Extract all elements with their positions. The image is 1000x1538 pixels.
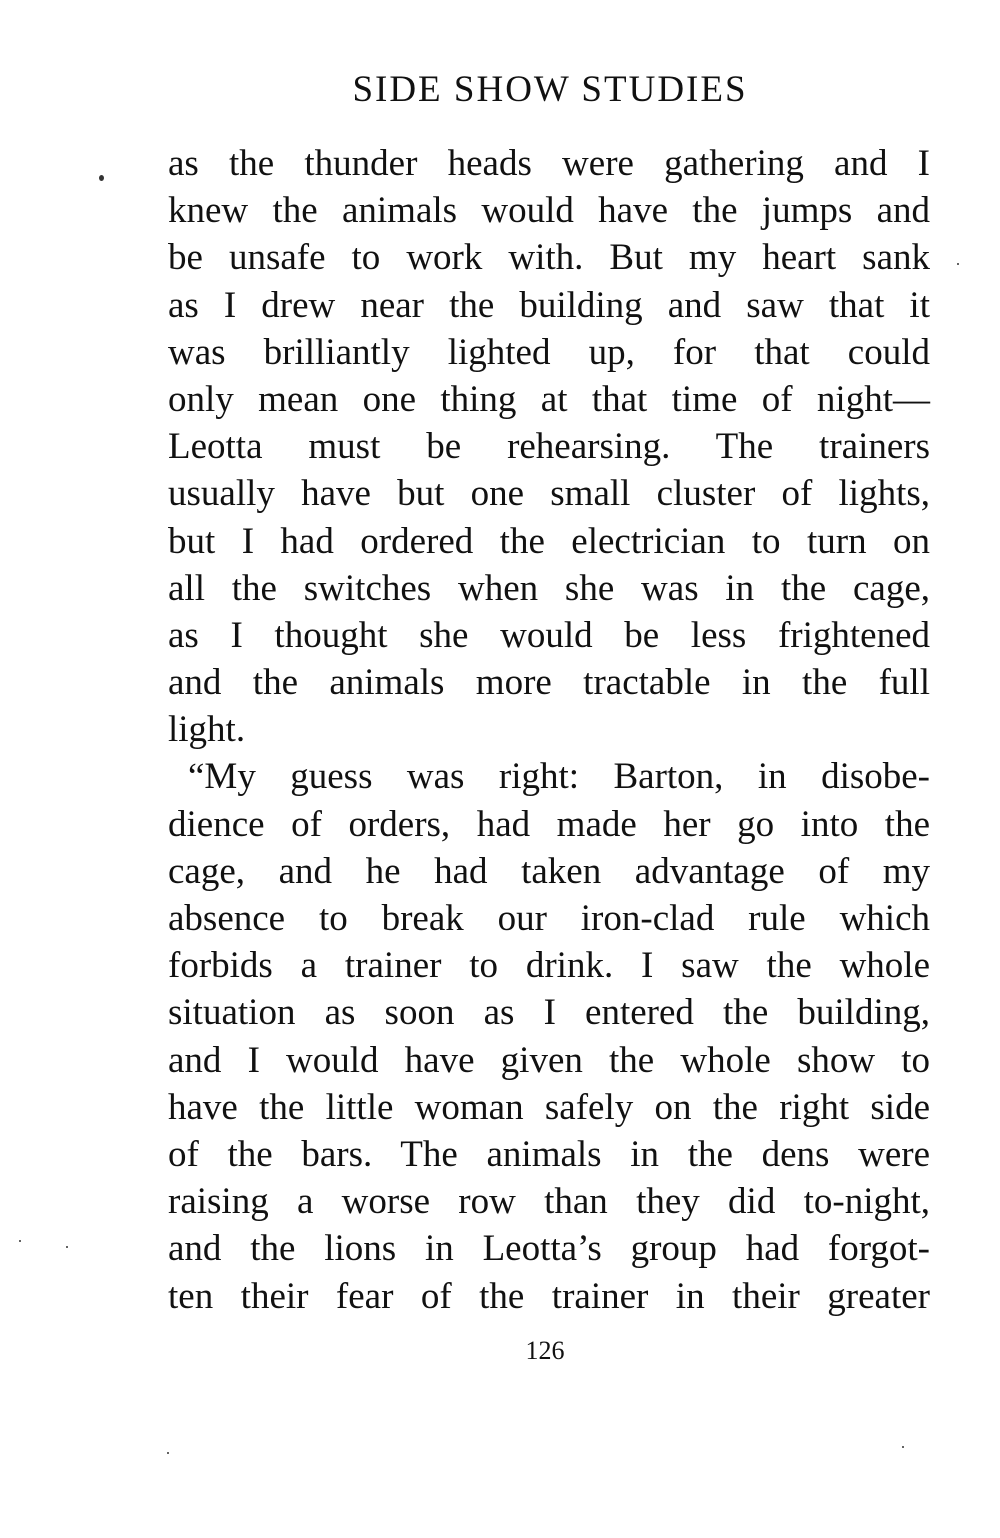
text-line: usually have but one small cluster of lights, [168,473,930,515]
running-title: SIDE SHOW STUDIES [352,69,748,110]
text-line: and the lions in Leotta’s group had forgot- [168,1228,930,1270]
scan-speck [66,1246,68,1248]
text-line: cage, and he had taken advantage of my [168,850,930,892]
page-number: 126 [525,1336,565,1365]
paragraph-start-line: “My guess was right: Barton, in disobe- [188,756,930,798]
text-line: situation as soon as I entered the building, [168,992,930,1034]
text-line: have the little woman safely on the right side [168,1086,930,1128]
body-text [168,140,930,1320]
text-line: absence to break our iron-clad rule which [168,898,930,939]
text-line: and the animals more tractable in the full [168,662,930,704]
text-line: forbids a trainer to drink. I saw the whole [168,945,930,987]
text-line: but I had ordered the electrician to turn on [168,520,930,562]
text-line: be unsafe to work with. But my heart sank [168,237,930,279]
text-line: and I would have given the whole show to [168,1039,930,1081]
text-line: as I drew near the building and saw that it [168,284,930,326]
text-line: all the switches when she was in the cage, [168,567,930,609]
scan-speck [902,1446,904,1448]
text-line: Leotta must be rehearsing. The trainers [168,426,930,468]
text-line: as I thought she would be less frightened [168,614,930,656]
text-line: only mean one thing at that time of night— [168,378,930,420]
scan-speck [957,263,959,265]
text-line: was brilliantly lighted up, for that could [168,331,930,373]
scan-speck [99,175,104,181]
text-line: raising a worse row than they did to-night, [168,1181,930,1223]
paragraph-end-line: light. [168,709,246,751]
text-line: knew the animals would have the jumps and [168,190,930,232]
scan-speck [19,1240,21,1242]
text-line: dience of orders, had made her go into the [168,803,930,845]
text-line: as the thunder heads were gathering and I [168,143,930,184]
scan-speck [167,1452,169,1454]
text-line: of the bars. The animals in the dens were [168,1133,930,1175]
text-line: ten their fear of the trainer in their greater [168,1275,930,1317]
